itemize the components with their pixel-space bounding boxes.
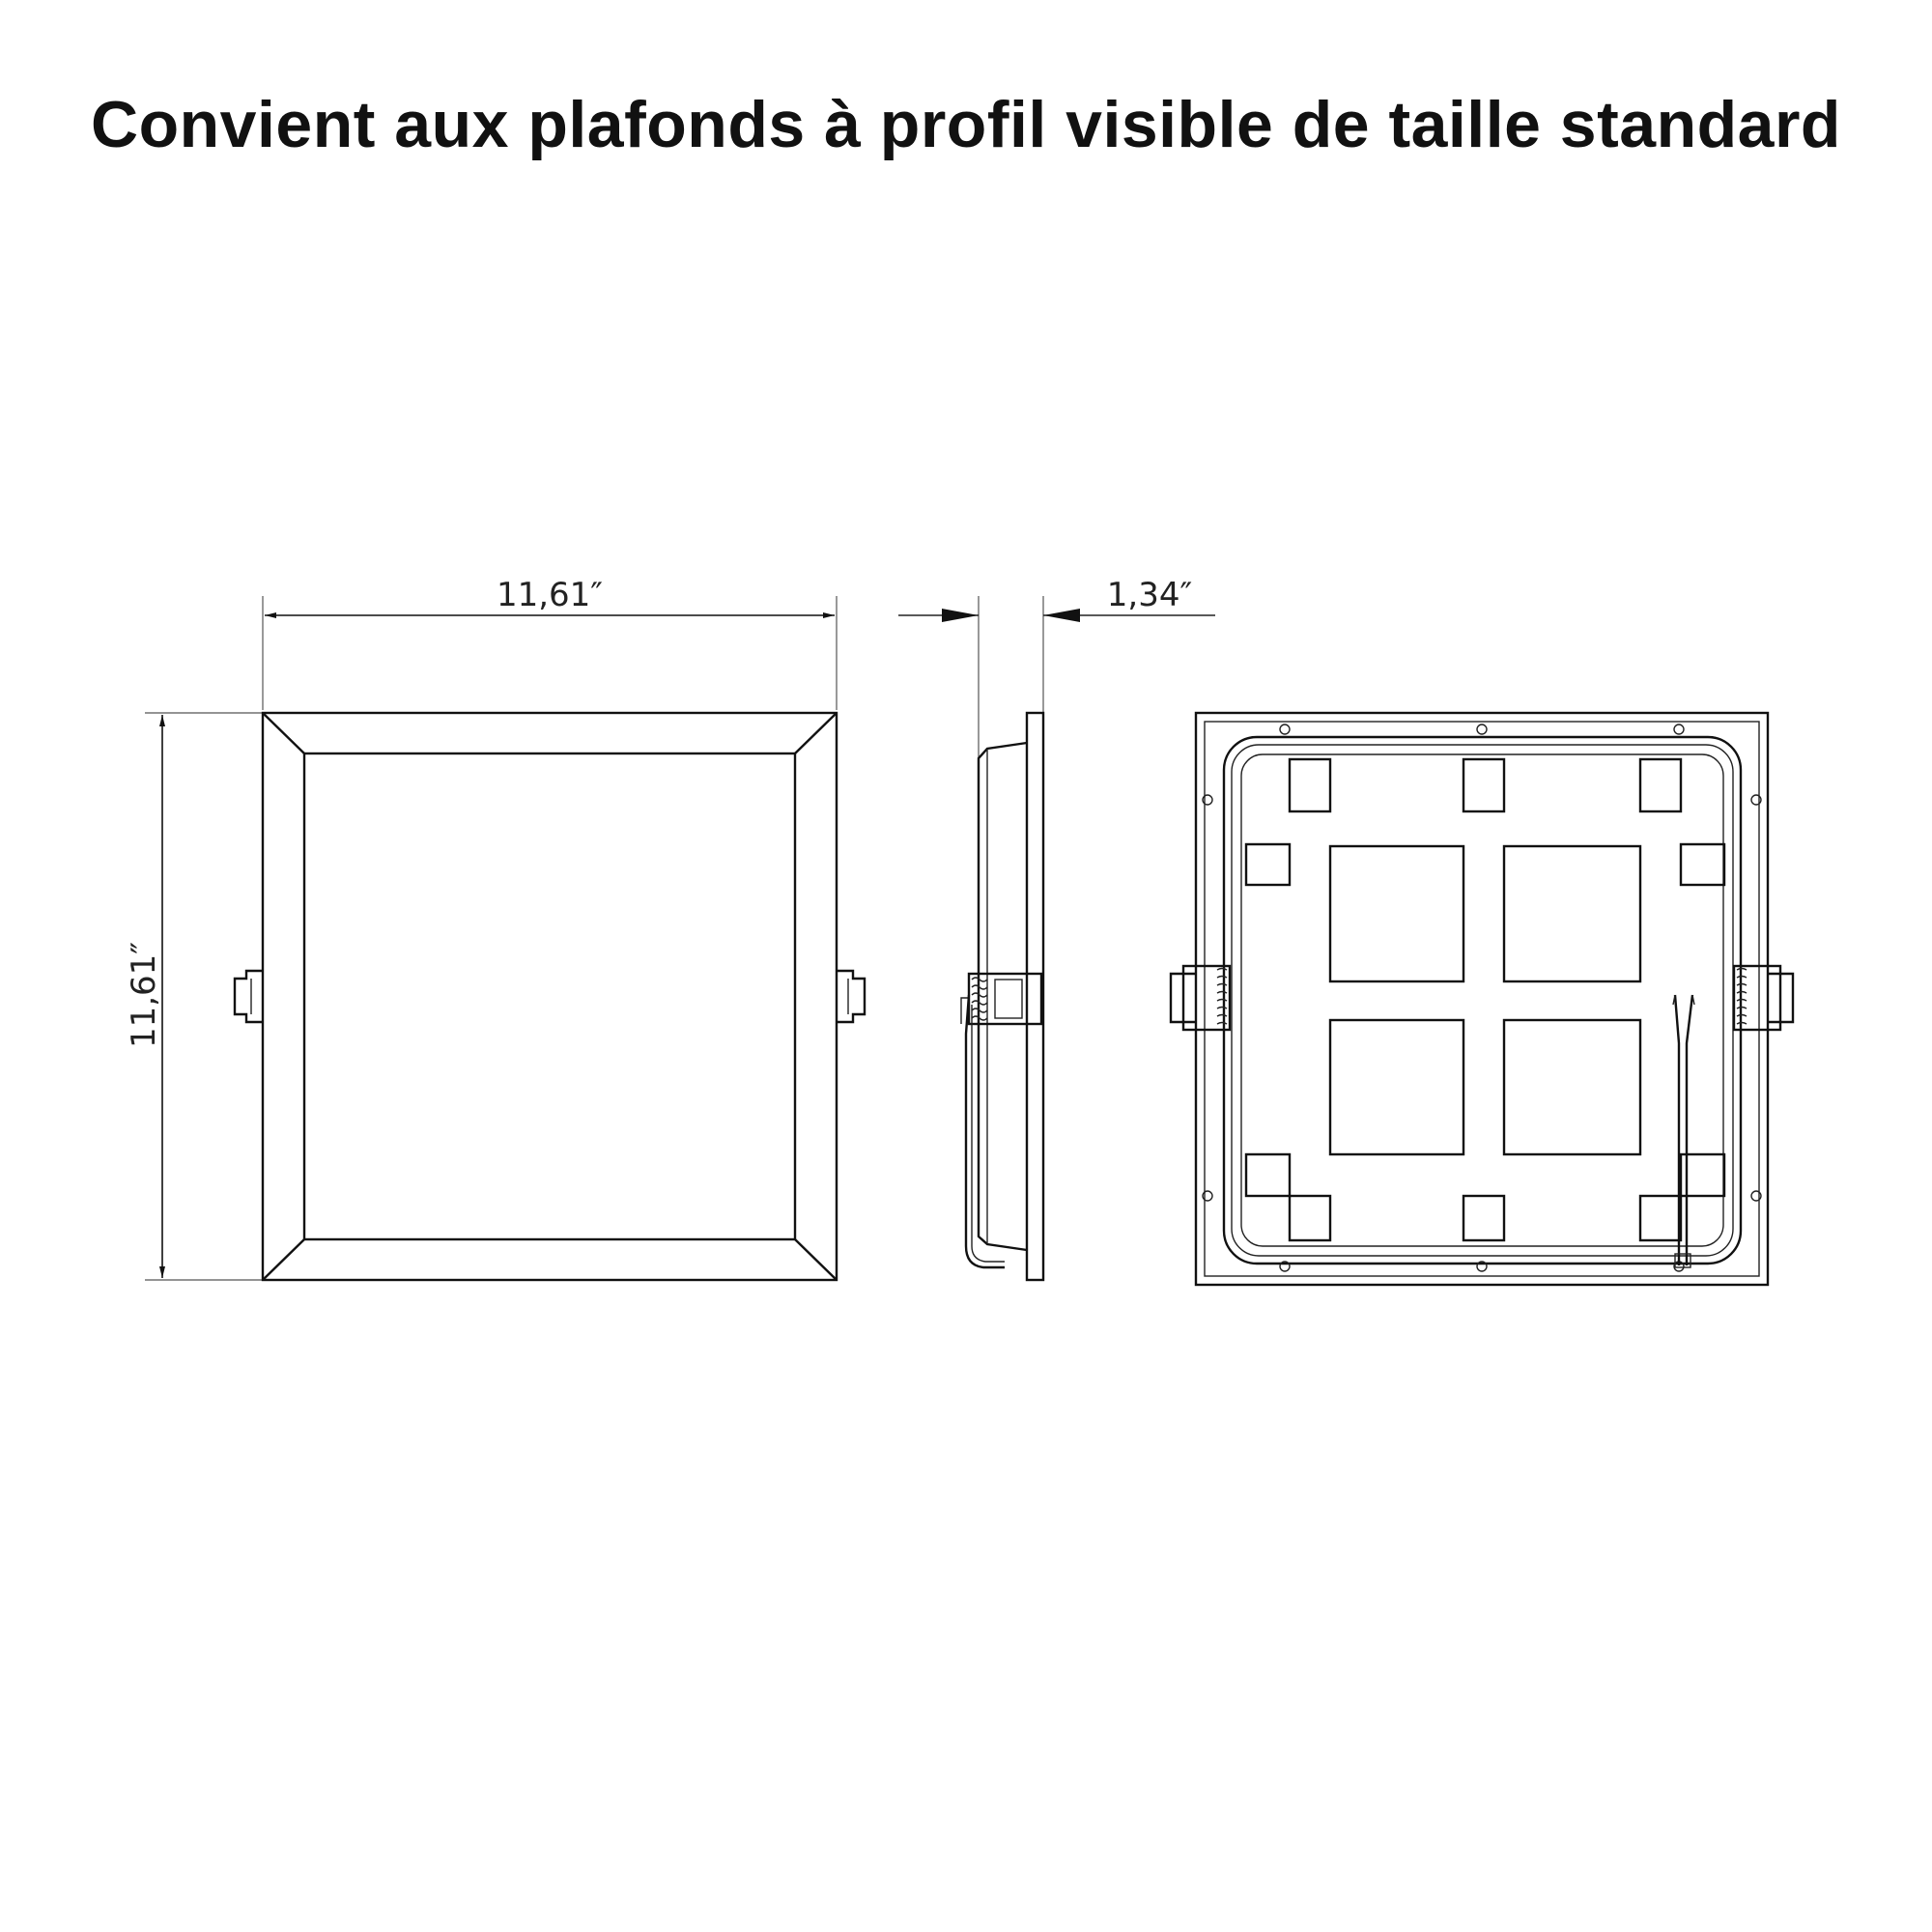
back-housing xyxy=(1224,737,1741,1264)
width-dimension-label: 11,61″ xyxy=(496,576,604,614)
page-title: Convient aux plafonds à profil visible de taille standard xyxy=(91,88,1841,161)
right-spring-clip xyxy=(837,971,865,1022)
side-view xyxy=(898,576,1215,1280)
back-left-spring-clip xyxy=(1171,966,1230,1030)
front-view xyxy=(125,576,865,1280)
side-spring-clip xyxy=(961,974,1041,1024)
back-wire-leads xyxy=(1673,995,1694,1267)
side-wire-leads xyxy=(966,995,1005,1267)
height-dimension-label: 11,61″ xyxy=(125,941,163,1049)
left-spring-clip xyxy=(235,971,263,1022)
heat-sink-grid xyxy=(1246,759,1724,1240)
mounting-screws xyxy=(1203,724,1761,1271)
back-right-spring-clip xyxy=(1734,966,1793,1030)
panel-lens xyxy=(304,753,795,1239)
panel-outer-frame xyxy=(263,713,837,1280)
back-view xyxy=(1171,713,1793,1285)
depth-dimension-label: 1,34″ xyxy=(1106,576,1193,614)
